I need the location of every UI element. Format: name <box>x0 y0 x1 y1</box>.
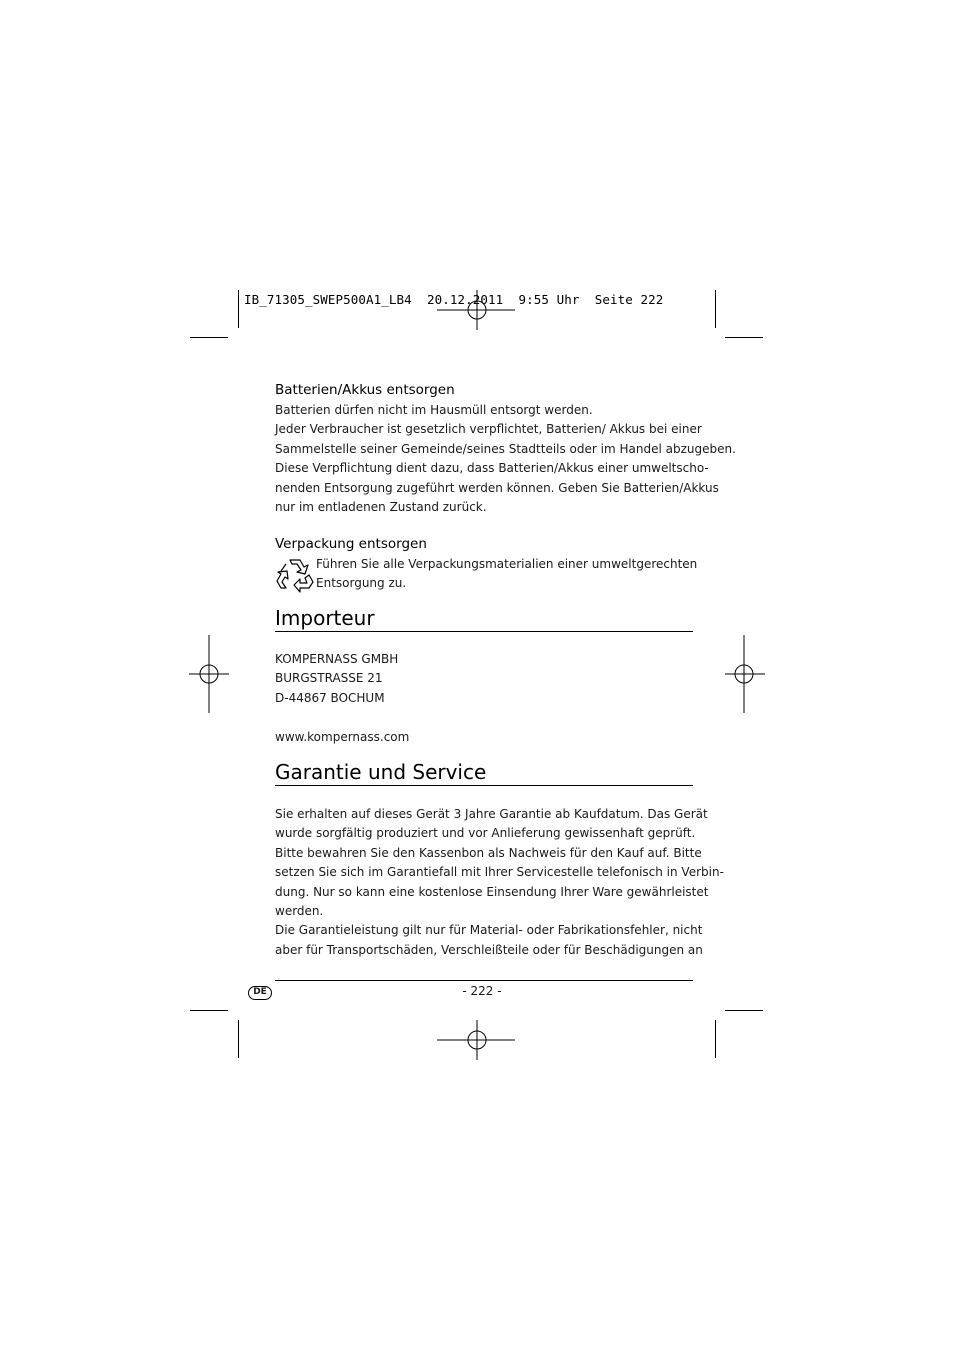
language-badge: DE <box>248 986 272 1000</box>
importer-address <box>275 650 398 708</box>
text-line: wurde sorgfältig produziert und vor Anlieferung gewissenhaft geprüft. <box>275 826 696 841</box>
text-line: Diese Verpflichtung dient dazu, dass Batterien/Akkus einer umweltscho- <box>275 461 709 476</box>
text-line: Sie erhalten auf dieses Gerät 3 Jahre Garantie ab Kaufdatum. Das Gerät <box>275 807 708 821</box>
text-line: dung. Nur so kann eine kostenlose Einsendung Ihrer Ware gewährleistet <box>275 884 709 899</box>
text-line: Batterien dürfen nicht im Hausmüll entsorgt werden. <box>275 403 593 417</box>
text-line: Jeder Verbraucher ist gesetzlich verpflichtet, Batterien/ Akkus bei einer <box>275 422 702 437</box>
warranty-text <box>275 805 724 960</box>
text-line: aber für Transportschäden, Verschleißteile oder für Beschädigungen an <box>275 942 703 957</box>
warranty-heading: Garantie und Service <box>275 760 693 786</box>
text-line: setzen Sie sich im Garantiefall mit Ihrer Servicestelle telefonisch in Verbin- <box>275 865 724 880</box>
importer-heading: Importeur <box>275 606 693 632</box>
text-line: Führen Sie alle Verpackungsmaterialien einer umweltgerechten <box>316 557 698 571</box>
print-slug: IB_71305_SWEP500A1_LB4 20.12.2011 9:55 Uhr Seite 222 <box>244 292 664 307</box>
recycling-icon <box>276 557 314 593</box>
text-line: Sammelstelle seiner Gemeinde/seines Stadtteils oder im Handel abzugeben. <box>275 441 736 456</box>
page-number: - 222 - <box>462 984 502 998</box>
text-line: Die Garantieleistung gilt nur für Material- oder Fabrikationsfehler, nicht <box>275 923 703 938</box>
registration-mark-left <box>189 635 231 713</box>
address-line: D-44867 BOCHUM <box>275 690 385 705</box>
registration-mark-right <box>723 635 765 713</box>
text-line: Bitte bewahren Sie den Kassenbon als Nachweis für den Kauf auf. Bitte <box>275 845 702 860</box>
packaging-heading: Verpackung entsorgen <box>275 536 427 552</box>
packaging-text <box>316 555 697 594</box>
importer-website: www.kompernass.com <box>275 730 410 744</box>
text-line: Entsorgung zu. <box>316 576 407 591</box>
footer-rule <box>275 980 693 981</box>
registration-mark-bottom <box>437 1020 517 1060</box>
address-line: BURGSTRASSE 21 <box>275 671 383 686</box>
text-line: werden. <box>275 904 324 919</box>
batteries-text <box>275 401 736 517</box>
batteries-heading: Batterien/Akkus entsorgen <box>275 382 455 398</box>
text-line: nenden Entsorgung zugeführt werden können. Geben Sie Batterien/Akkus <box>275 480 719 495</box>
text-line: nur im entladenen Zustand zurück. <box>275 500 487 515</box>
address-line: KOMPERNASS GMBH <box>275 652 399 666</box>
